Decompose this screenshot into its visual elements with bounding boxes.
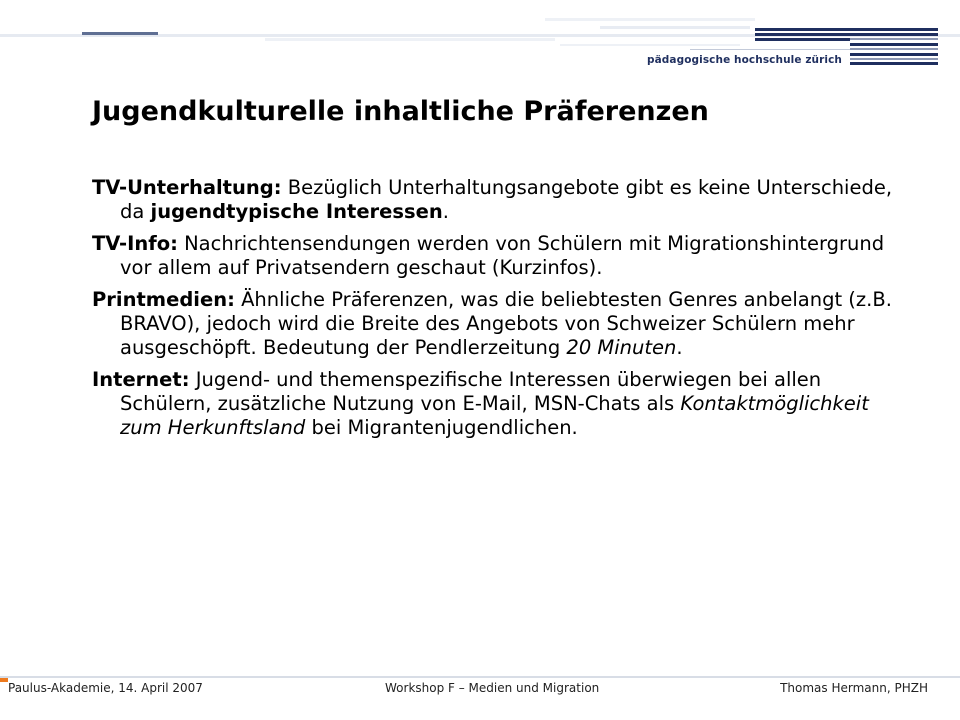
item-label: Printmedien: [92, 288, 235, 311]
slide-title: Jugendkulturelle inhaltliche Präferenzen [92, 96, 709, 127]
logo-bar [690, 49, 850, 50]
footer-divider [0, 676, 960, 678]
item-text-italic: Kontaktmöglichkeit zum Herkunftsland [120, 392, 869, 439]
header-stripe [82, 32, 158, 35]
item-text: Nachrichtensendungen werden von Schülern mit Migrationshintergrund vor allem auf Privatsendern geschaut (Kurzinfos). [120, 232, 885, 279]
footer-right: Thomas Hermann, PHZH [780, 681, 928, 695]
logo-bar [850, 38, 938, 40]
item-label: TV-Info: [92, 232, 178, 255]
item-text-bold: jugendtypische Interessen [150, 200, 443, 223]
footer-accent [0, 678, 8, 682]
logo-bar [850, 58, 938, 60]
logo-bar [850, 48, 938, 50]
item-text-italic: 20 Minuten [566, 336, 677, 359]
slide-footer [0, 672, 960, 720]
item-text: bei Migrantenjugendlichen. [305, 416, 578, 439]
footer-left: Paulus-Akademie, 14. April 2007 [8, 681, 203, 695]
footer-center: Workshop F – Medien und Migration [385, 681, 600, 695]
slide-header [0, 0, 960, 80]
item-label: TV-Unterhaltung: [92, 176, 282, 199]
logo-bar [850, 43, 938, 46]
bullet-internet [92, 368, 912, 440]
logo-bar [850, 53, 938, 56]
slide-body [92, 176, 912, 448]
bullet-tv-info [92, 232, 912, 280]
item-text: Bezüglich Unterhaltungsangebote gibt es keine Unterschiede, da [120, 176, 893, 223]
logo-text: pädagogische hochschule zürich [646, 54, 842, 66]
item-text: Jugend- und themenspezifische Interessen überwiegen bei allen Schülern, zusätzliche Nutzung von E-Mail, MSN-Chats als [120, 368, 822, 415]
item-text: Ähnliche Präferenzen, was die beliebtesten Genres anbelangt (z.B. BRAVO), jedoch wird die Breite des Angebots von Schweizer Schülern mehr ausgeschöpft. Bedeutung der Pendlerzeitung [120, 288, 892, 359]
item-text: . [442, 200, 449, 223]
header-stripe [600, 26, 750, 29]
item-text: . [676, 336, 683, 359]
logo-bar [755, 28, 938, 31]
bullet-printmedien [92, 288, 912, 360]
item-label: Internet: [92, 368, 190, 391]
header-stripe [545, 18, 755, 21]
bullet-tv-unterhaltung [92, 176, 912, 224]
logo-bar [755, 38, 850, 41]
header-stripe [265, 38, 555, 41]
header-stripe [560, 44, 740, 46]
logo-bar [850, 62, 938, 65]
logo-bar [755, 33, 938, 36]
